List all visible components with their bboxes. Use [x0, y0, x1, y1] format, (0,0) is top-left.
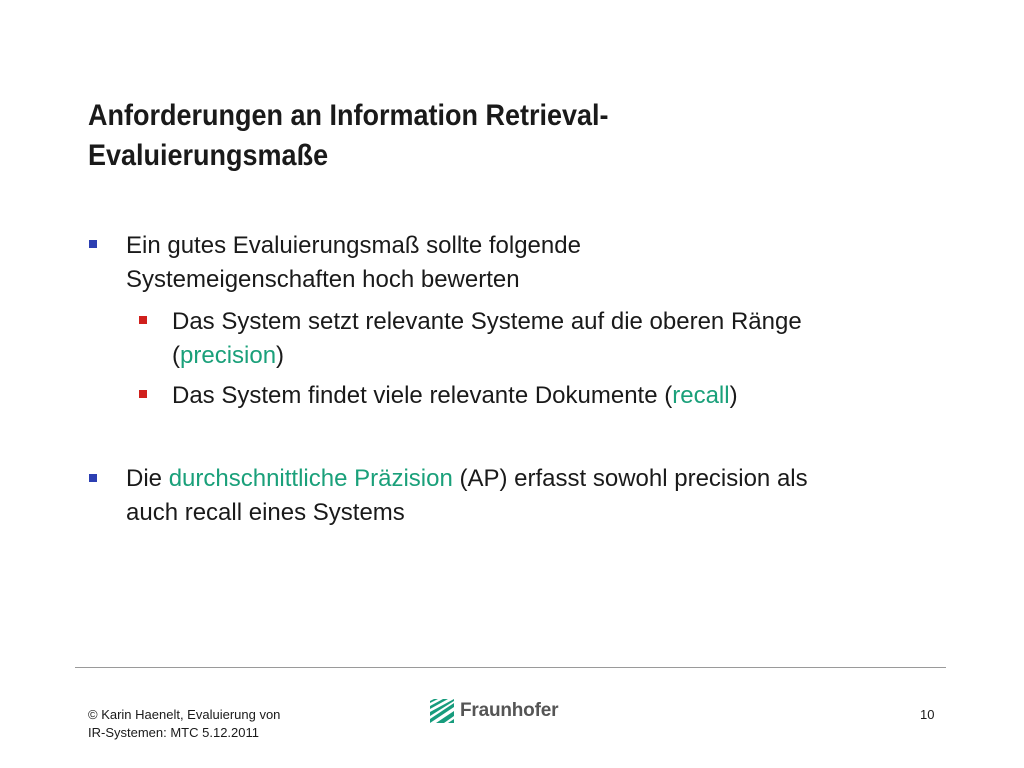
footer-credit-line-1: © Karin Haenelt, Evaluierung von: [88, 707, 281, 722]
title-line-1: Anforderungen an Information Retrieval-: [88, 99, 609, 132]
fraunhofer-logo: [430, 699, 558, 723]
bullet-2-line-2: auch recall eines Systems: [126, 499, 405, 526]
bullet-2: [126, 462, 956, 530]
sub-bullet-marker-2: [139, 390, 147, 398]
logo-text: Fraunhofer: [460, 700, 559, 721]
sub-bullet-2-close-paren: ): [729, 382, 738, 409]
bullet-1-line-2: Systemeigenschaften hoch bewerten: [126, 266, 520, 293]
bullet-1-line-1: Ein gutes Evaluierungsmaß sollte folgende: [126, 232, 581, 259]
title-line-2: Evaluierungsmaße: [88, 139, 329, 172]
page-number: 10: [920, 707, 935, 722]
bullet-2-post: (AP) erfasst sowohl precision als: [452, 465, 808, 492]
fraunhofer-logo-icon: [430, 699, 454, 723]
footer-divider: [75, 667, 946, 668]
sub-bullet-2-text: Das System findet viele relevante Dokumente (: [172, 382, 673, 409]
bullet-1: [126, 229, 956, 297]
sub-bullet-1-open-paren: (: [172, 342, 180, 369]
bullet-marker-1: [89, 240, 97, 248]
slide-title: [88, 96, 880, 176]
bullet-marker-2: [89, 474, 97, 482]
sub-bullet-2: [172, 379, 962, 413]
bullet-2-pre: Die: [126, 465, 169, 492]
recall-term: recall: [672, 382, 730, 409]
sub-bullet-1-close-paren: ): [276, 342, 285, 369]
sub-bullet-marker-1: [139, 316, 147, 324]
footer-credit: [88, 706, 280, 742]
footer-credit-line-2: IR-Systemen: MTC 5.12.2011: [88, 725, 259, 740]
average-precision-term: durchschnittliche Präzision: [168, 465, 453, 492]
sub-bullet-1-line-1: Das System setzt relevante Systeme auf die oberen Ränge: [172, 308, 802, 335]
sub-bullet-1: [172, 305, 962, 373]
precision-term: precision: [180, 342, 277, 369]
